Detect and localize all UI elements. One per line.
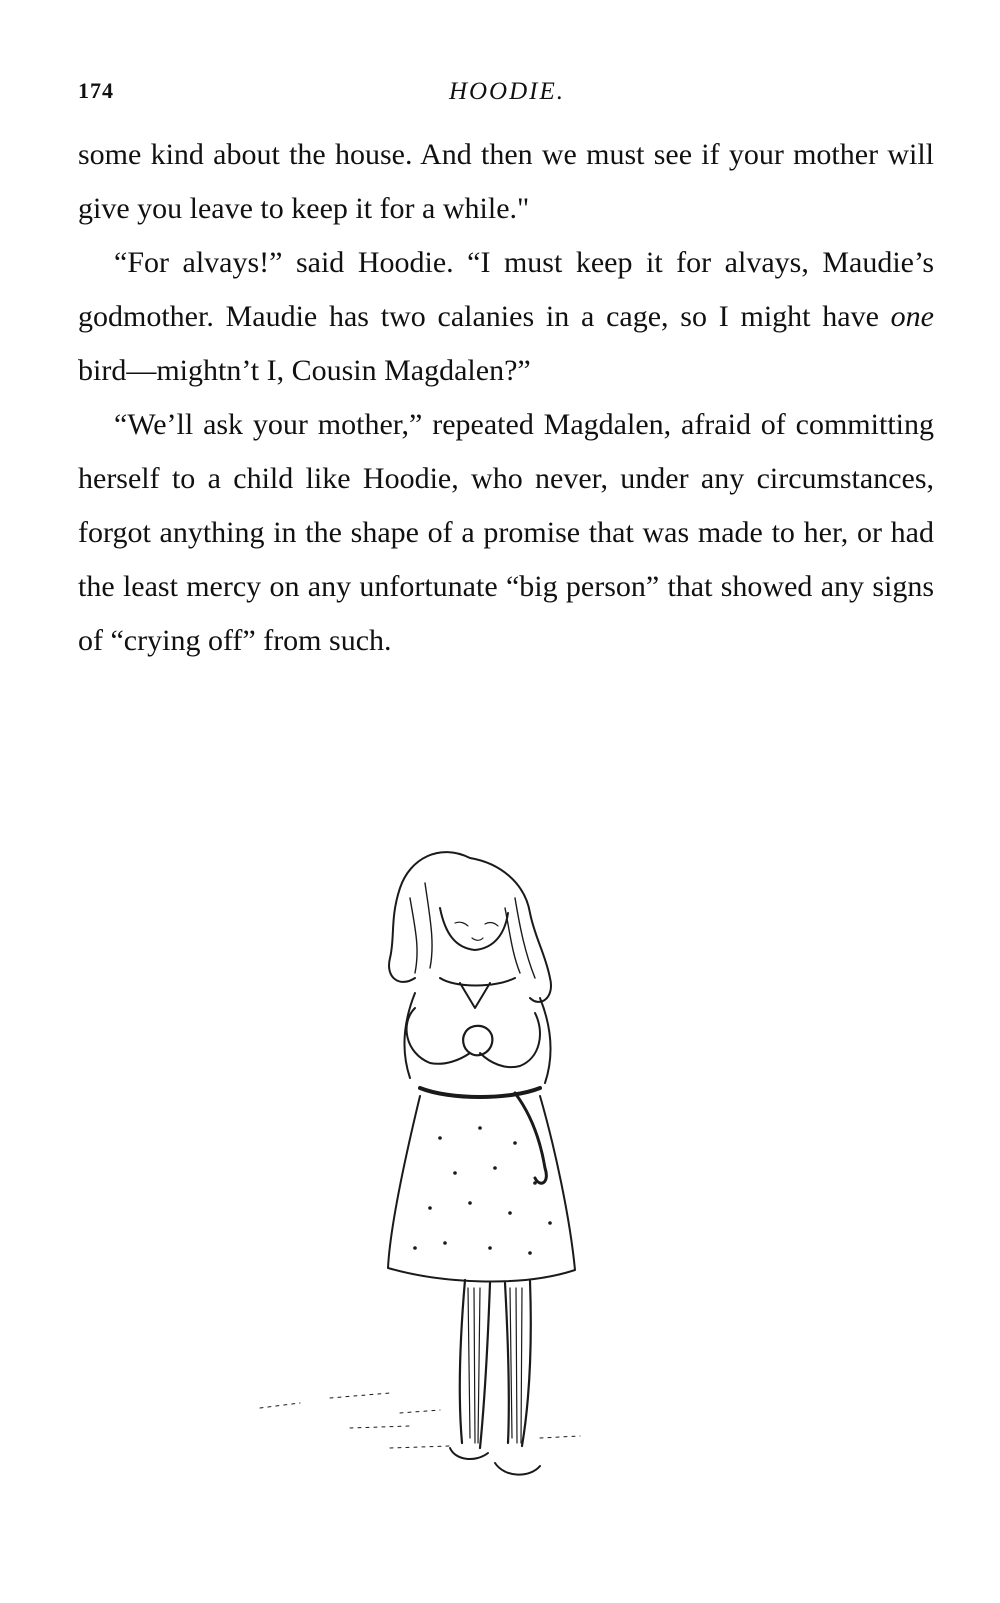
paragraph-1: some kind about the house. And then we must see if your mother will give you leave to keep it for a while." bbox=[78, 138, 934, 225]
stocking-stripes bbox=[468, 1288, 522, 1443]
skirt bbox=[388, 1096, 575, 1282]
paragraph-2-part-b: bird—mightn’t I, Cousin Magdalen?” bbox=[78, 354, 531, 387]
page-number: 174 bbox=[78, 78, 114, 103]
collar bbox=[440, 978, 515, 1008]
paragraph-2-part-a: “For alvays!” said Hoodie. “I must keep it for alvays, Maudie’s godmother. Maudie has two calanies in a cage, so I might have bbox=[78, 246, 934, 333]
paragraph-3: “We’ll ask your mother,” repeated Magdalen, afraid of committing herself to a child like Hoodie, who never, under any circumstances, forgot anything in the shape of a promise that was made to her, or had the least mercy on any unfortunate “big person” that showed any signs of “crying off” from such. bbox=[78, 408, 934, 657]
left-arm bbox=[407, 1008, 470, 1064]
running-head bbox=[78, 70, 936, 110]
hair-outline bbox=[389, 852, 551, 1002]
sash bbox=[420, 1088, 540, 1097]
right-arm bbox=[480, 1013, 540, 1067]
ground-marks bbox=[260, 1393, 580, 1448]
left-shoe bbox=[450, 1448, 488, 1459]
running-title: HOODIE. bbox=[448, 78, 566, 105]
skirt-pattern bbox=[413, 1126, 552, 1255]
right-shoe bbox=[495, 1463, 540, 1475]
girl-illustration bbox=[240, 838, 620, 1518]
emphasis-one: one bbox=[890, 300, 934, 333]
bodice bbox=[405, 993, 551, 1083]
body-text bbox=[78, 128, 934, 668]
right-leg bbox=[505, 1281, 531, 1446]
face-outline bbox=[440, 908, 508, 950]
bird-in-hands bbox=[463, 1026, 492, 1055]
paragraph-2 bbox=[78, 236, 934, 398]
